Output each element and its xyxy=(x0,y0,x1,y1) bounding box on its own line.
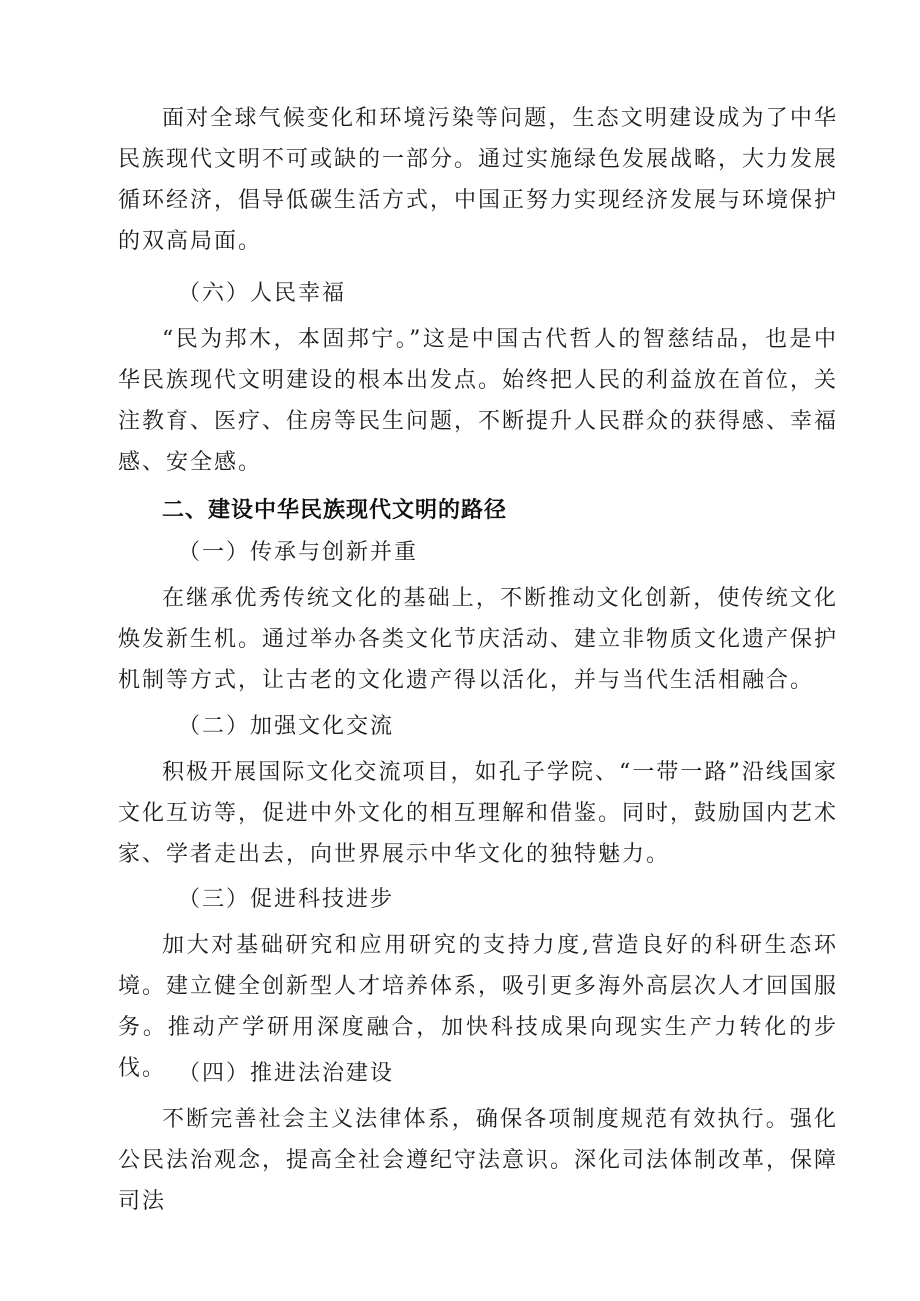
subheading-inherit-innovate: （一）传承与创新并重 xyxy=(178,540,419,565)
subheading-cultural-exchange: （二）加强文化交流 xyxy=(178,714,395,739)
paragraph-science-progress: 加大对基础研究和应用研究的支持力度,营造良好的科研生态环境。建立健全创新型人才培养体系，吸引更多海外高层次人才回国服务。推动产学研用深度融合，加快科技成果向现实生产力转化的步伐。 xyxy=(118,933,839,1081)
subheading-science-progress: （三）促进科技进步 xyxy=(178,887,395,912)
section-heading-paths: 二、建设中华民族现代文明的路径 xyxy=(162,498,508,523)
subheading-rule-of-law: （四）推进法治建设 xyxy=(178,1061,395,1086)
subheading-people-happiness: （六）人民幸福 xyxy=(178,281,347,306)
paragraph-people-happiness: “民为邦木，本固邦宁。”这是中国古代哲人的智慈结品，也是中华民族现代文明建设的根本出发点。始终把人民的利益放在首位，关注教育、医疗、住房等民生问题，不断提升人民群众的获得感、幸福感、安全感。 xyxy=(118,327,839,475)
paragraph-rule-of-law: 不断完善社会主义法律体系，确保各项制度规范有效执行。强化公民法治观念，提高全社会遵纪守法意识。深化司法体制改革，保障司法 xyxy=(118,1107,839,1214)
paragraph-inherit-innovate: 在继承优秀传统文化的基础上，不断推动文化创新，使传统文化焕发新生机。通过举办各类文化节庆活动、建立非物质文化遗产保护机制等方式，让古老的文化遗产得以活化，并与当代生活相融合。 xyxy=(118,586,839,693)
paragraph-cultural-exchange: 积极开展国际文化交流项目，如孔子学院、“一带一路”沿线国家文化互访等，促进中外文化的相互理解和借鉴。同时，鼓励国内艺术家、学者走出去，向世界展示中华文化的独特魅力。 xyxy=(118,760,839,867)
paragraph-ecology: 面对全球气候变化和环境污染等问题，生态文明建设成为了中华民族现代文明不可或缺的一部分。通过实施绿色发展战略，大力发展循环经济，倡导低碳生活方式，中国正努力实现经济发展与环境保护的双高局面。 xyxy=(118,106,839,254)
